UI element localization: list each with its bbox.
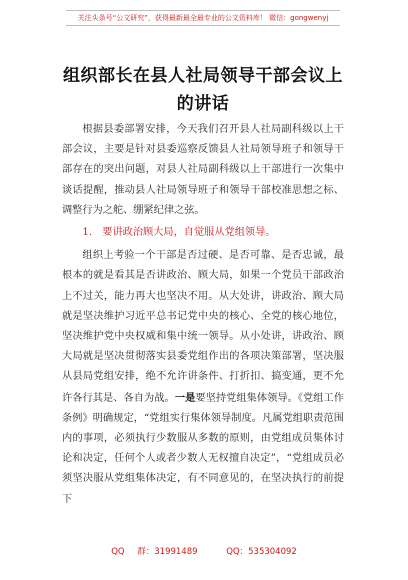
footer-qq-group: QQ 群：31991489: [111, 547, 198, 557]
document-body: [62, 120, 344, 510]
header-banner-text: 关注头条号“公文研究”，获得最新最全最专业的公文资料库！ 微信：gongwenyj: [77, 14, 329, 22]
body-paragraph-part1: 组织上考验一个干部是否过硬、是否可靠、是否忠诚，最根本的就是看其是否讲政治、顾大局，如果一个党员干部政治上不过关，能力再大也坚决不用。从大处讲，讲政治、顾大局就是坚决维护习近平总书记党中央的核心、全党的核心地位，坚决维护党中央权威和集中统一领导。从小处讲，讲政治、顾大局就是坚决贯彻落实县委党组作出的各项决策部署，坚决服从县局党组安排，绝不允许讲条件、打折扣、搞变通，更不允许各行其是、各自为战。: [62, 250, 344, 404]
header-banner: [66, 10, 340, 26]
body-paragraph-bold: 一是: [174, 391, 196, 404]
footer-qq: QQ：535304092: [226, 547, 297, 557]
footer: [0, 545, 408, 557]
body-paragraph: [62, 246, 344, 510]
section-heading: 1. 要讲政治顾大局，自觉服从党组领导。: [82, 227, 276, 239]
body-paragraph-part2: 要坚持党组集体领导。《党组工作条例》明确规定，“党组实行集体领导制度。凡属党组职责范围内的事项，必须执行少数服从多数的原则，由党组成员集体讨论和决定，任何个人或者少数人无权擅自决定”，“党组成员必须坚决服从党组集体决定，有不同意见的，在坚决执行的前提下: [62, 392, 344, 505]
page-title: 组织部长在县人社局领导干部会议上的讲话: [63, 66, 343, 114]
intro-paragraph: 根据县委部署安排，今天我们召开县人社局副科级以上干部会议，主要是针对县委巡察反馈县人社局领导班子和领导干部存在的突出问题，对县人社局副科级以上干部进行一次集中谈话提醒，推动县人社局领导班子和领导干部校准思想之标、调整行为之舵、绷紧纪律之弦。: [62, 124, 344, 216]
